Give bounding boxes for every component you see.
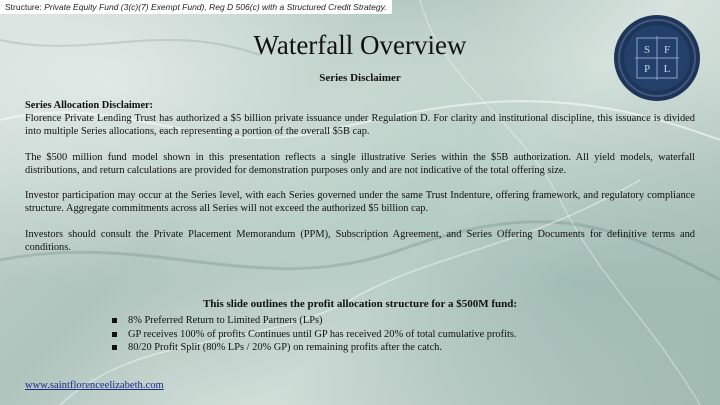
structure-note	[0, 0, 392, 14]
list-item	[112, 314, 632, 328]
list-item-text: 8% Preferred Return to Limited Partners (LPs)	[128, 315, 323, 326]
bullet-square-icon	[112, 345, 117, 350]
disclaimer-paragraph: Investors should consult the Private Placement Memorandum (PPM), Subscription Agreement, and Series Offering Documents for definitive terms and conditions.	[25, 229, 695, 253]
bullet-square-icon	[112, 318, 117, 323]
svg-text:S: S	[643, 44, 651, 56]
disclaimer-heading: Series Allocation Disclaimer:	[25, 100, 154, 111]
list-item	[112, 341, 632, 355]
svg-text:L: L	[663, 63, 671, 75]
list-item	[112, 328, 632, 342]
list-item-text: GP receives 100% of profits Continues until GP has received 20% of total cumulative profits.	[128, 328, 517, 340]
disclaimer-paragraph: Florence Private Lending Trust has authorized a $5 billion private issuance under Regulation D. For clarity and institutional discipline, this issuance is divided into multiple Series allocations, each representing a portion of the overall $5B cap.	[25, 112, 695, 137]
disclaimer-body	[25, 100, 695, 268]
svg-text:F: F	[663, 44, 671, 56]
svg-text:P: P	[643, 63, 651, 75]
disclaimer-paragraph: The $500 million fund model shown in this presentation reflects a single illustrative Series within the $5B authorization. All yield models, waterfall distributions, and return calculations are provided for demonstration purposes only and are not indicative of the total offering size.	[25, 151, 695, 176]
list-item-text: 80/20 Profit Split (80% LPs / 20% GP) on remaining profits after the catch.	[128, 342, 442, 354]
seal-logo	[613, 14, 701, 102]
page-subtitle: Series Disclaimer	[319, 72, 401, 84]
profit-allocation-list	[112, 314, 632, 355]
page-title: Waterfall Overview	[253, 30, 467, 60]
structure-note-text: Private Equity Fund (3(c)(7) Exempt Fund), Reg D 506(c) with a Structured Credit Strategy.	[44, 2, 387, 12]
outline-heading: This slide outlines the profit allocation structure for a $500M fund:	[202, 298, 518, 310]
disclaimer-paragraph: Investor participation may occur at the Series level, with each Series governed under the same Trust Indenture, offering framework, and regulatory compliance structure. Aggregate commitments across all Series will not exceed the authorized $5 billion cap.	[25, 190, 695, 215]
website-link[interactable]: www.saintflorenceelizabeth.com	[25, 380, 164, 391]
bullet-square-icon	[112, 332, 117, 337]
structure-note-prefix: Structure:	[5, 2, 42, 12]
